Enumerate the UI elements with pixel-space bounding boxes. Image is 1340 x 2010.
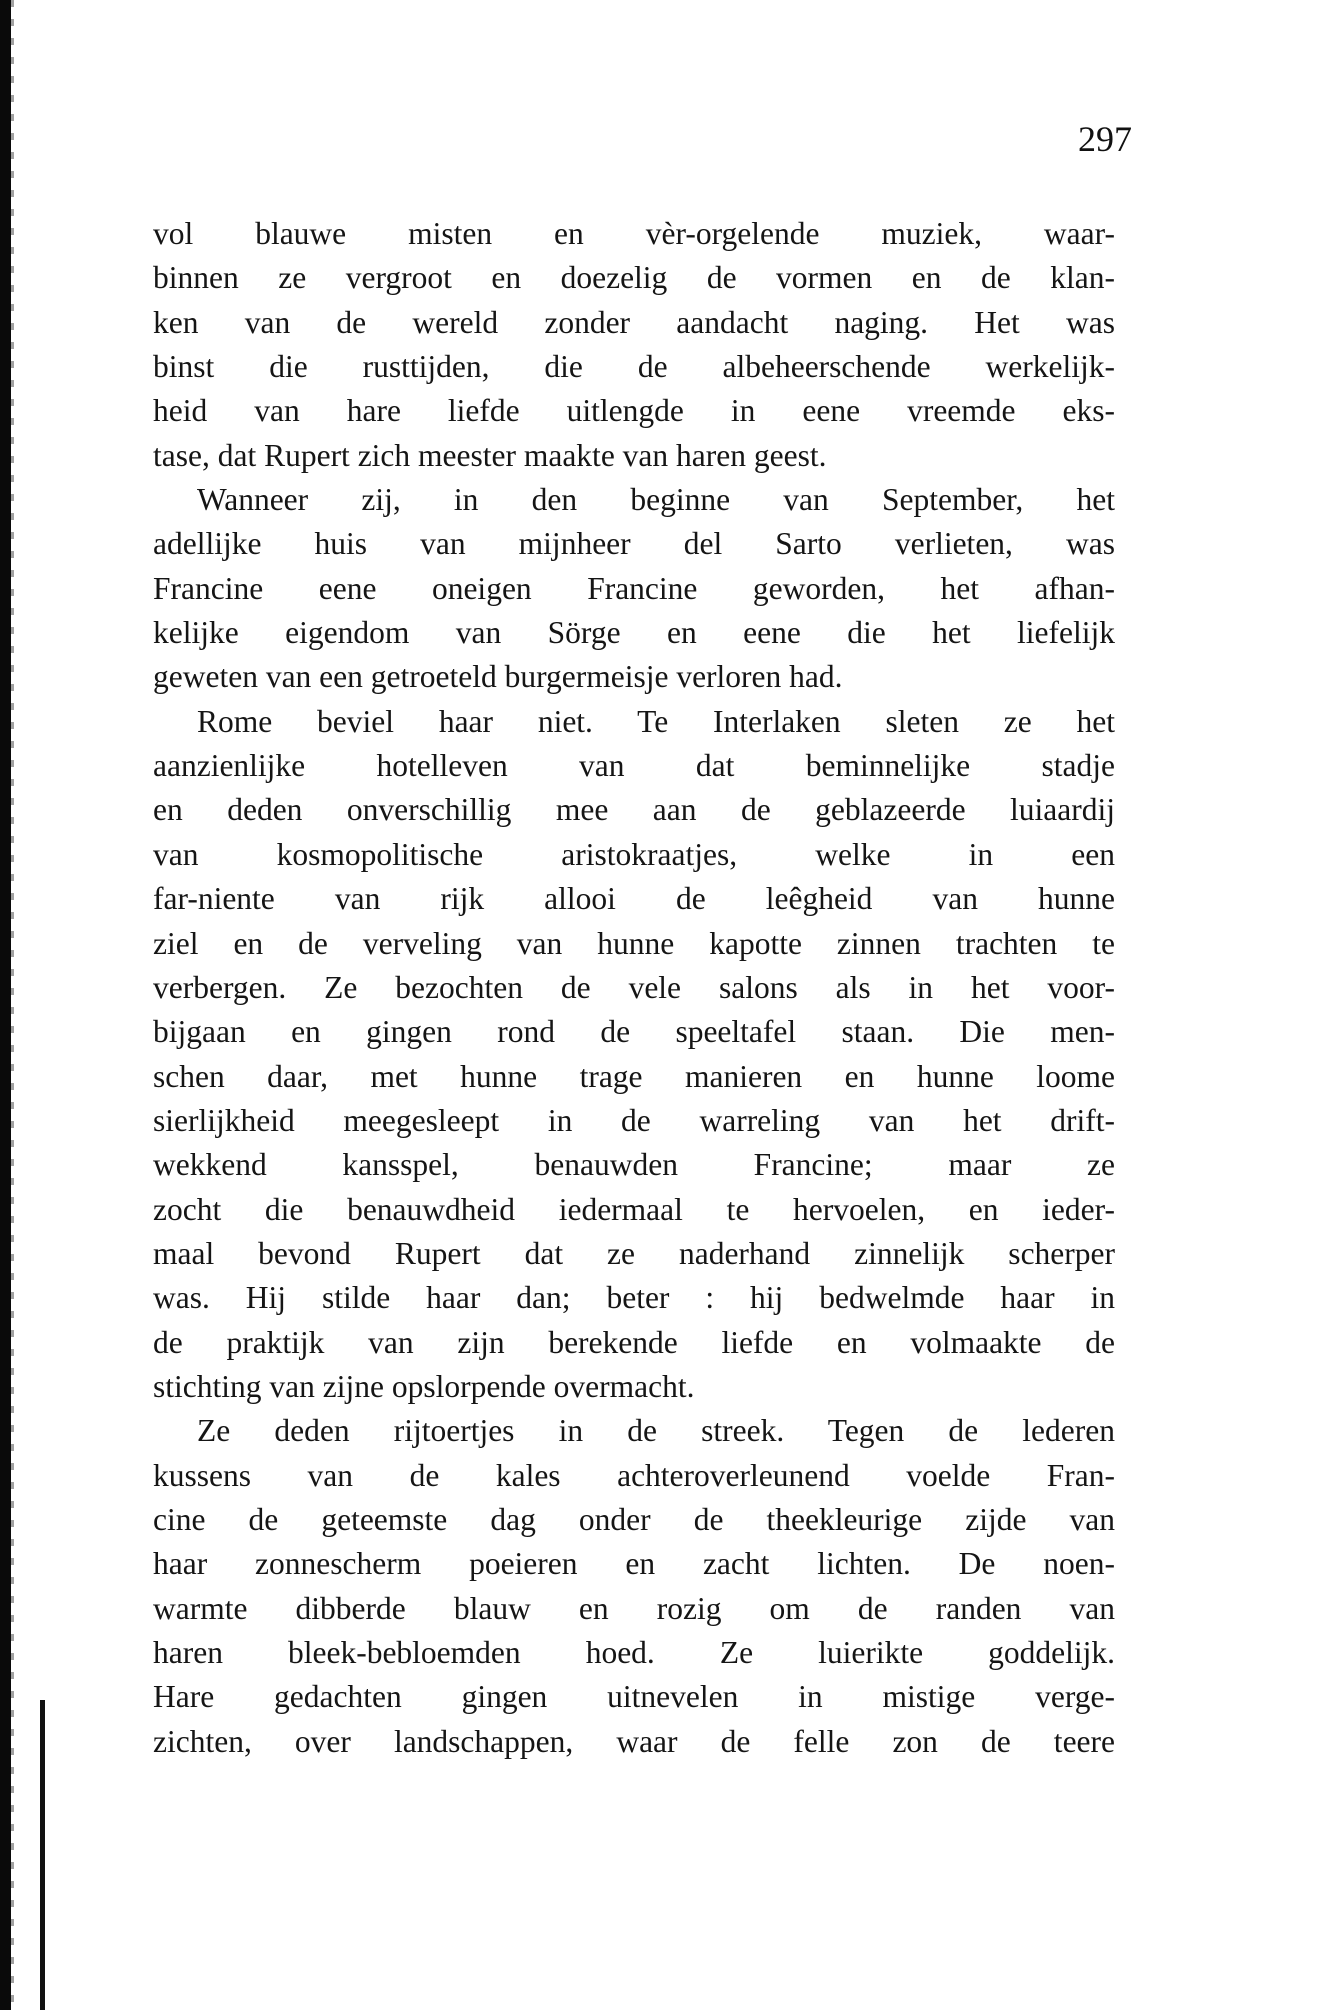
text-line: vol blauwe misten en vèr-orgelende muziek, waar- bbox=[153, 216, 1115, 251]
text-line: was. Hij stilde haar dan; beter : hij bedwelmde haar in bbox=[153, 1280, 1115, 1316]
text-line: verbergen. Ze bezochten de vele salons als in het voor- bbox=[153, 969, 1115, 1005]
text-line: zichten, over landschappen, waar de felle zon de teere bbox=[153, 1723, 1115, 1759]
text-line: warmte dibberde blauw en rozig om de randen van bbox=[153, 1590, 1115, 1626]
text-line: stichting van zijne opslorpende overmacht. bbox=[153, 1368, 695, 1404]
text-line: haren bleek-bebloemden hoed. Ze luierikte goddelijk. bbox=[153, 1635, 1115, 1670]
text-line: Francine eene oneigen Francine geworden, het afhan- bbox=[153, 570, 1115, 606]
text-line: kussens van de kales achteroverleunend voelde Fran- bbox=[153, 1457, 1115, 1493]
text-line: binnen ze vergroot en doezelig de vormen en de klan- bbox=[153, 260, 1115, 296]
text-line: adellijke huis van mijnheer del Sarto verlieten, was bbox=[153, 526, 1115, 562]
page-number: 297 bbox=[1078, 119, 1132, 159]
text-line: ken van de wereld zonder aandacht naging. Het was bbox=[153, 304, 1115, 340]
text-line: sierlijkheid meegesleept in de warreling van het drift- bbox=[153, 1102, 1115, 1138]
text-line: bijgaan en gingen rond de speeltafel staan. Die men- bbox=[153, 1014, 1115, 1050]
text-line: tase, dat Rupert zich meester maakte van haren geest. bbox=[153, 437, 827, 473]
scan-binding-edge bbox=[0, 0, 11, 2010]
text-line: Hare gedachten gingen uitnevelen in mistige verge- bbox=[153, 1679, 1115, 1715]
scan-edge-noise bbox=[11, 0, 14, 2010]
scan-edge-mark bbox=[40, 1700, 45, 2010]
text-line: ziel en de verveling van hunne kapotte zinnen trachten te bbox=[153, 925, 1115, 961]
text-line: haar zonnescherm poeieren en zacht lichten. De noen- bbox=[153, 1546, 1115, 1582]
text-line: zocht die benauwdheid iedermaal te hervoelen, en ieder- bbox=[153, 1191, 1115, 1227]
text-line: en deden onverschillig mee aan de geblazeerde luiaardij bbox=[153, 792, 1115, 828]
text-line: de praktijk van zijn berekende liefde en volmaakte de bbox=[153, 1324, 1115, 1360]
body-text bbox=[153, 212, 1115, 1764]
text-line: Wanneer zij, in den beginne van September, het bbox=[197, 482, 1115, 518]
text-line: maal bevond Rupert dat ze naderhand zinnelijk scherper bbox=[153, 1235, 1115, 1271]
text-line: wekkend kansspel, benauwden Francine; maar ze bbox=[153, 1147, 1115, 1183]
text-line: schen daar, met hunne trage manieren en hunne loome bbox=[153, 1058, 1115, 1094]
text-line: Ze deden rijtoertjes in de streek. Tegen de lederen bbox=[197, 1413, 1115, 1449]
text-line: binst die rusttijden, die de albeheerschende werkelijk- bbox=[153, 349, 1115, 385]
text-line: geweten van een getroeteld burgermeisje verloren had. bbox=[153, 659, 843, 695]
text-line: aanzienlijke hotelleven van dat beminnelijke stadje bbox=[153, 748, 1115, 784]
text-line: cine de geteemste dag onder de theekleurige zijde van bbox=[153, 1501, 1115, 1537]
text-line: van kosmopolitische aristokraatjes, welke in een bbox=[153, 836, 1115, 872]
text-line: Rome beviel haar niet. Te Interlaken sleten ze het bbox=[197, 703, 1115, 739]
text-line: kelijke eigendom van Sörge en eene die het liefelijk bbox=[153, 615, 1115, 651]
text-line: heid van hare liefde uitlengde in eene vreemde eks- bbox=[153, 393, 1115, 429]
text-line: far-niente van rijk allooi de leêgheid van hunne bbox=[153, 881, 1115, 917]
